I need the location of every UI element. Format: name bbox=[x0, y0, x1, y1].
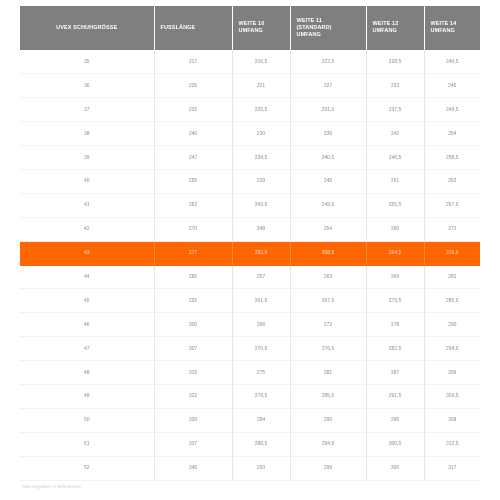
header-label-line: UMFANG bbox=[238, 28, 263, 34]
table-cell: 270 bbox=[154, 217, 232, 241]
table-cell: 281 bbox=[290, 361, 366, 385]
table-cell: 38 bbox=[20, 122, 154, 146]
table-cell: 255 bbox=[154, 169, 232, 193]
table-cell: 51 bbox=[20, 432, 154, 456]
table-cell: 257 bbox=[232, 265, 290, 289]
header-width-14 bbox=[424, 6, 480, 50]
table-cell: 276,5 bbox=[290, 337, 366, 361]
table-cell: 52 bbox=[20, 456, 154, 480]
table-cell: 46 bbox=[20, 313, 154, 337]
table-cell: 50 bbox=[20, 408, 154, 432]
table-cell: 299 bbox=[290, 456, 366, 480]
header-label-line: UVEX SCHUHGRÖSSE bbox=[56, 24, 118, 31]
table-cell: 330 bbox=[154, 408, 232, 432]
table-cell: 243,5 bbox=[232, 193, 290, 217]
table-cell: 307 bbox=[154, 337, 232, 361]
table-cell: 240,5 bbox=[424, 50, 480, 74]
table-cell: 246,5 bbox=[366, 146, 424, 170]
table-cell: 281 bbox=[424, 265, 480, 289]
table-cell: 300 bbox=[154, 313, 232, 337]
table-row bbox=[20, 265, 480, 289]
table-cell: 242 bbox=[366, 122, 424, 146]
table-cell: 278 bbox=[366, 313, 424, 337]
table-cell: 231,5 bbox=[290, 98, 366, 122]
header-width-11 bbox=[290, 6, 366, 50]
table-cell: 294,5 bbox=[424, 337, 480, 361]
table-cell: 234,5 bbox=[232, 146, 290, 170]
table-cell: 225,5 bbox=[232, 98, 290, 122]
table-cell: 305 bbox=[366, 456, 424, 480]
table-cell: 267,5 bbox=[424, 193, 480, 217]
table-cell: 230 bbox=[232, 122, 290, 146]
table-body bbox=[20, 50, 480, 480]
table-row bbox=[20, 408, 480, 432]
table-cell: 262 bbox=[154, 193, 232, 217]
table-cell: 288,5 bbox=[232, 432, 290, 456]
table-row bbox=[20, 289, 480, 313]
table-row bbox=[20, 384, 480, 408]
table-cell: 258,5 bbox=[290, 241, 366, 265]
table-cell: 322 bbox=[154, 384, 232, 408]
table-row bbox=[20, 193, 480, 217]
table-cell: 285,5 bbox=[290, 384, 366, 408]
table-row-highlighted bbox=[20, 241, 480, 265]
table-cell: 270,5 bbox=[232, 337, 290, 361]
table-row bbox=[20, 361, 480, 385]
table-cell: 300,5 bbox=[366, 432, 424, 456]
header-row bbox=[20, 6, 480, 50]
table-cell: 272 bbox=[290, 313, 366, 337]
header-label-line: UMFANG bbox=[296, 31, 321, 38]
header-label-line: UMFANG bbox=[372, 28, 397, 34]
table-cell: 233 bbox=[366, 74, 424, 98]
table-cell: 273,5 bbox=[366, 289, 424, 313]
header-label-line: FUSSLÄNGE bbox=[160, 24, 196, 31]
header-label-line: WEITE 14 bbox=[430, 21, 457, 27]
table-cell: 44 bbox=[20, 265, 154, 289]
table-cell: 275 bbox=[232, 361, 290, 385]
table-cell: 255,5 bbox=[366, 193, 424, 217]
table-cell: 40 bbox=[20, 169, 154, 193]
table-cell: 222,5 bbox=[290, 50, 366, 74]
table-cell: 308 bbox=[424, 408, 480, 432]
table-cell: 285,5 bbox=[424, 289, 480, 313]
table-cell: 299 bbox=[424, 361, 480, 385]
header-shoe-size bbox=[20, 6, 154, 50]
table-cell: 43 bbox=[20, 241, 154, 265]
table-cell: 258,5 bbox=[424, 146, 480, 170]
table-cell: 277 bbox=[154, 241, 232, 265]
table-cell: 260 bbox=[366, 217, 424, 241]
table-cell: 252,5 bbox=[232, 241, 290, 265]
table-cell: 249,5 bbox=[290, 193, 366, 217]
table-cell: 41 bbox=[20, 193, 154, 217]
table-row bbox=[20, 169, 480, 193]
table-cell: 216,5 bbox=[232, 50, 290, 74]
table-cell: 42 bbox=[20, 217, 154, 241]
table-cell: 296 bbox=[366, 408, 424, 432]
table-cell: 315 bbox=[154, 361, 232, 385]
header-label-line: UMFANG bbox=[430, 28, 455, 34]
header-foot-length bbox=[154, 6, 232, 50]
table-row bbox=[20, 50, 480, 74]
table-cell: 49 bbox=[20, 384, 154, 408]
table-cell: 47 bbox=[20, 337, 154, 361]
table-cell: 261,5 bbox=[232, 289, 290, 313]
table-cell: 217 bbox=[154, 50, 232, 74]
table-cell: 35 bbox=[20, 50, 154, 74]
table-cell: 236 bbox=[290, 122, 366, 146]
table-cell: 37 bbox=[20, 98, 154, 122]
table-cell: 239 bbox=[232, 169, 290, 193]
table-row bbox=[20, 146, 480, 170]
shoe-size-table bbox=[20, 6, 480, 481]
table-cell: 279,5 bbox=[232, 384, 290, 408]
table-row bbox=[20, 74, 480, 98]
table-cell: 225 bbox=[154, 74, 232, 98]
table-cell: 39 bbox=[20, 146, 154, 170]
table-cell: 290 bbox=[290, 408, 366, 432]
table-cell: 292 bbox=[154, 289, 232, 313]
table-cell: 284 bbox=[232, 408, 290, 432]
table-row bbox=[20, 122, 480, 146]
table-cell: 317 bbox=[424, 456, 480, 480]
table-cell: 276,5 bbox=[424, 241, 480, 265]
table-cell: 285 bbox=[154, 265, 232, 289]
header-width-10 bbox=[232, 6, 290, 50]
table-cell: 232 bbox=[154, 98, 232, 122]
table-cell: 254 bbox=[290, 217, 366, 241]
header-width-12 bbox=[366, 6, 424, 50]
header-label-line: WEITE 11 bbox=[296, 17, 323, 24]
table-cell: 248 bbox=[232, 217, 290, 241]
table-cell: 267,5 bbox=[290, 289, 366, 313]
header-label-line: (STANDARD) bbox=[296, 24, 332, 31]
header-label-line: WEITE 12 bbox=[372, 21, 399, 27]
table-cell: 312,5 bbox=[424, 432, 480, 456]
table-cell: 247 bbox=[154, 146, 232, 170]
table-cell: 263 bbox=[290, 265, 366, 289]
table-cell: 345 bbox=[154, 456, 232, 480]
table-cell: 221 bbox=[232, 74, 290, 98]
table-cell: 245 bbox=[290, 169, 366, 193]
table-cell: 240 bbox=[154, 122, 232, 146]
table-cell: 290 bbox=[424, 313, 480, 337]
table-cell: 48 bbox=[20, 361, 154, 385]
table-cell: 228,5 bbox=[366, 50, 424, 74]
table-cell: 240,5 bbox=[290, 146, 366, 170]
table-cell: 272 bbox=[424, 217, 480, 241]
table-row bbox=[20, 432, 480, 456]
table-cell: 264,5 bbox=[366, 241, 424, 265]
header-label-line: WEITE 10 bbox=[238, 21, 265, 27]
table-cell: 269 bbox=[366, 265, 424, 289]
table-cell: 294,5 bbox=[290, 432, 366, 456]
table-row bbox=[20, 337, 480, 361]
table-row bbox=[20, 456, 480, 480]
table-cell: 45 bbox=[20, 289, 154, 313]
table-cell: 227 bbox=[290, 74, 366, 98]
table-cell: 291,5 bbox=[366, 384, 424, 408]
table-cell: 245 bbox=[424, 74, 480, 98]
table-row bbox=[20, 217, 480, 241]
table-cell: 263 bbox=[424, 169, 480, 193]
table-header bbox=[20, 6, 480, 50]
table-row bbox=[20, 313, 480, 337]
table-cell: 337 bbox=[154, 432, 232, 456]
table-row bbox=[20, 98, 480, 122]
table-cell: 282,5 bbox=[366, 337, 424, 361]
footnote: Alle Angaben in Millimetern bbox=[22, 484, 82, 489]
table-cell: 254 bbox=[424, 122, 480, 146]
table-cell: 249,5 bbox=[424, 98, 480, 122]
table-cell: 237,5 bbox=[366, 98, 424, 122]
table-cell: 287 bbox=[366, 361, 424, 385]
table-cell: 36 bbox=[20, 74, 154, 98]
table-cell: 266 bbox=[232, 313, 290, 337]
table-cell: 251 bbox=[366, 169, 424, 193]
table-cell: 303,5 bbox=[424, 384, 480, 408]
table-cell: 293 bbox=[232, 456, 290, 480]
